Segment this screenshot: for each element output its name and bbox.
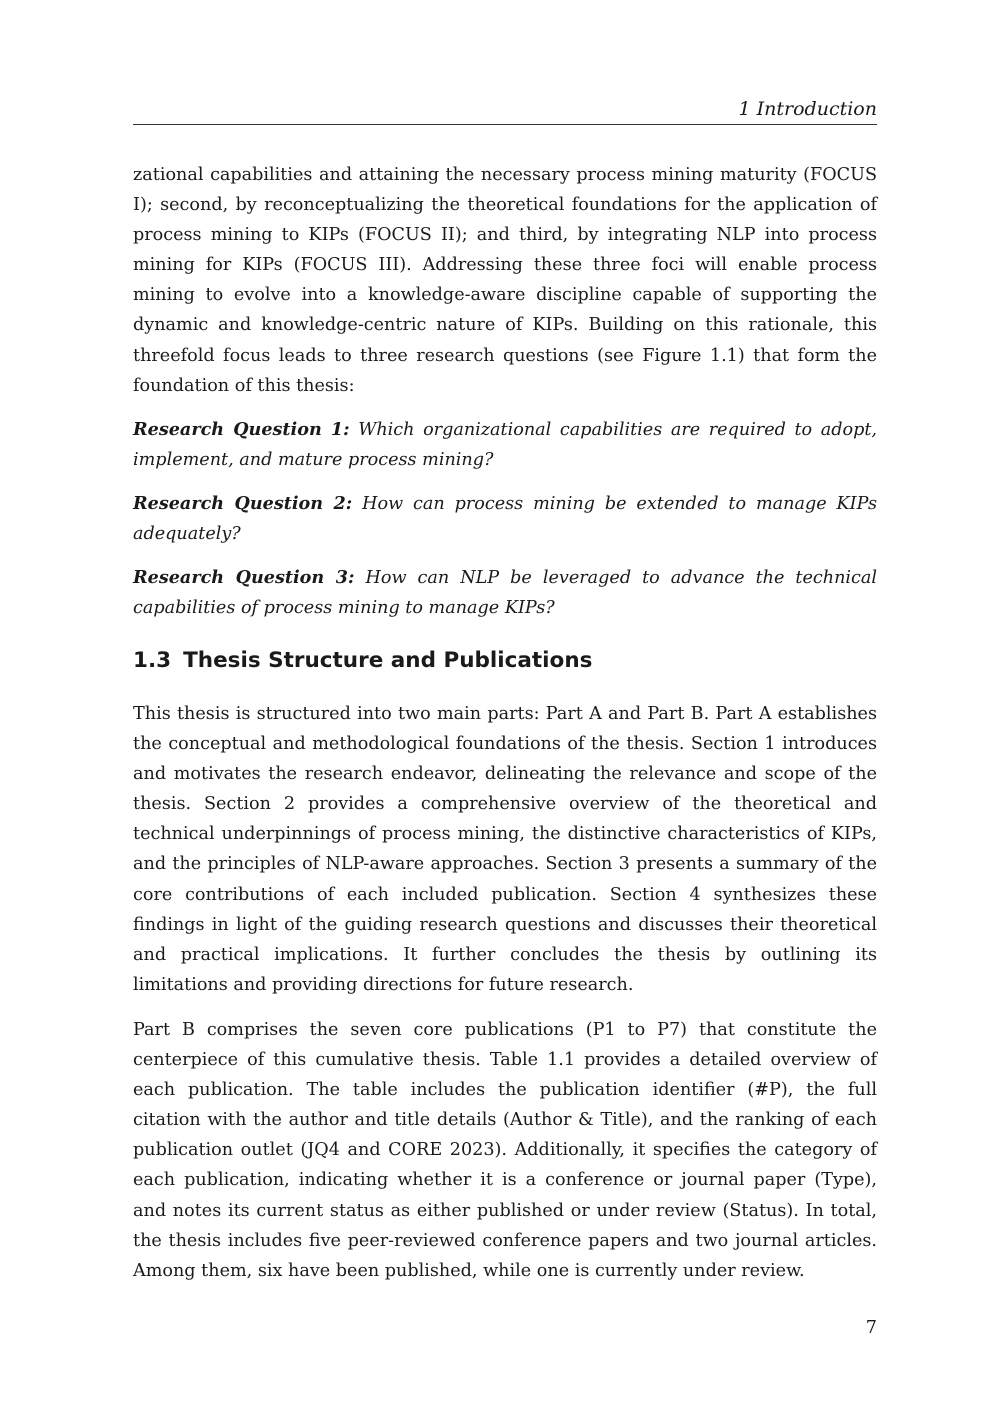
running-head: 1 Introduction bbox=[738, 98, 877, 120]
section-paragraph: This thesis is structured into two main parts: Part A and Part B. Part A establishes the conceptual and methodological foundations of the thesis. Section 1 introduces and motivates the research endeavor, delineating the relevance and scope of the thesis. Section 2 provides a comprehensive overview of the theoretical and technical underpinnings of process mining, the distinctive characteristics of KIPs, and the principles of NLP-aware approaches. Section 3 presents a summary of the core contributions of each included publication. Section 4 synthesizes these findings in light of the guiding research questions and discusses their theoretical and practical implications. It further concludes the thesis by outlining its limitations and providing directions for future research. bbox=[133, 704, 877, 995]
research-question-1 bbox=[133, 415, 877, 475]
research-question-label: Research Question 2: bbox=[133, 492, 353, 514]
research-question-text: Which organizational capabilities are required to adopt, implement, and mature process mining? bbox=[133, 419, 877, 470]
page-number: 7 bbox=[865, 1318, 877, 1338]
research-question-2 bbox=[133, 489, 877, 549]
research-question-text: How can process mining be extended to manage KIPs adequately? bbox=[133, 493, 877, 545]
section-heading bbox=[133, 646, 877, 676]
research-question-text: How can NLP be leveraged to advance the technical capabilities of process mining to manage KIPs? bbox=[133, 568, 877, 619]
intro-body bbox=[133, 160, 877, 623]
section-body bbox=[133, 699, 877, 1286]
intro-paragraph: zational capabilities and attaining the necessary process mining maturity (FOCUS I); second, by reconceptualizing the theoretical foundations for the application of process mining to KIPs (FOCUS II); and third, by integrating NLP into process mining for KIPs (FOCUS III). Addressing these three foci will enable process mining to evolve into a knowledge-aware discipline capable of supporting the dynamic and knowledge-centric nature of KIPs. Building on this rationale, this threefold focus leads to three research questions (see Figure 1.1) that form the foundation of this thesis: bbox=[133, 165, 877, 396]
research-question-label: Research Question 3: bbox=[133, 567, 355, 589]
research-question-label: Research Question 1: bbox=[133, 418, 350, 440]
header-rule bbox=[133, 124, 877, 125]
section-title: Thesis Structure and Publications bbox=[183, 648, 593, 673]
research-question-3 bbox=[133, 563, 877, 623]
section-paragraph: Part B comprises the seven core publications (P1 to P7) that constitute the centerpiece of this cumulative thesis. Table 1.1 provides a detailed overview of each publication. The table includes the publication identifier (#P), the full citation with the author and title details (Author & Title), and the ranking of each publication outlet (JQ4 and CORE 2023). Additionally, it specifies the category of each publication, indicating whether it is a conference or journal paper (Type), and notes its current status as either published or under review (Status). In total, the thesis includes five peer-reviewed conference papers and two journal articles. Among them, six have been published, while one is currently under review. bbox=[133, 1019, 877, 1281]
section-number: 1.3 bbox=[133, 648, 172, 673]
